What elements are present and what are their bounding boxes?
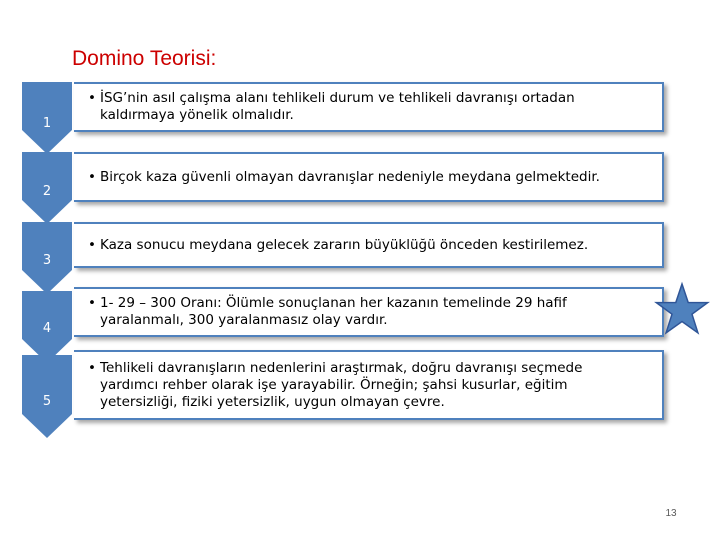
step-number-5: 5 xyxy=(42,394,52,409)
star-icon xyxy=(654,281,710,337)
step-1-line-2: kaldırmaya yönelik olmalıdır. xyxy=(100,107,294,123)
page-number: 13 xyxy=(665,508,677,519)
step-5-line-3: yetersizliği, fiziki yetersizlik, uygun olmayan çevre. xyxy=(100,393,445,410)
step-box-3 xyxy=(74,222,664,268)
bullet: • xyxy=(88,236,96,253)
step-2-line-1: Birçok kaza güvenli olmayan davranışlar nedeniyle meydana gelmektedir. xyxy=(100,168,600,185)
step-number-4: 4 xyxy=(42,321,52,336)
slide-title: Domino Teorisi: xyxy=(72,47,217,70)
step-box-4 xyxy=(74,287,664,337)
step-box-5 xyxy=(74,350,664,420)
bullet: • xyxy=(88,168,96,185)
bullet: • xyxy=(88,295,96,311)
step-number-2: 2 xyxy=(42,184,52,199)
step-5-line-1: Tehlikeli davranışların nedenlerini araştırmak, doğru davranışı seçmede xyxy=(100,359,583,376)
bullet: • xyxy=(88,359,96,376)
bullet: • xyxy=(88,90,96,106)
step-number-3: 3 xyxy=(42,253,52,268)
step-4-line-1: 1- 29 – 300 Oranı: Ölümle sonuçlanan her kazanın temelinde 29 hafif xyxy=(100,295,567,311)
step-number-1: 1 xyxy=(42,116,52,131)
step-3-line-1: Kaza sonucu meydana gelecek zararın büyüklüğü önceden kestirilemez. xyxy=(100,236,589,253)
step-1-line-1: İSG’nin asıl çalışma alanı tehlikeli durum ve tehlikeli davranışı ortadan xyxy=(100,90,575,106)
step-box-1 xyxy=(74,82,664,132)
step-box-2 xyxy=(74,152,664,202)
step-4-line-2: yaralanmalı, 300 yaralanmasız olay vardır. xyxy=(100,312,388,328)
step-5-line-2: yardımcı rehber olarak işe yarayabilir. Örneğin; şahsi kusurlar, eğitim xyxy=(100,376,568,393)
